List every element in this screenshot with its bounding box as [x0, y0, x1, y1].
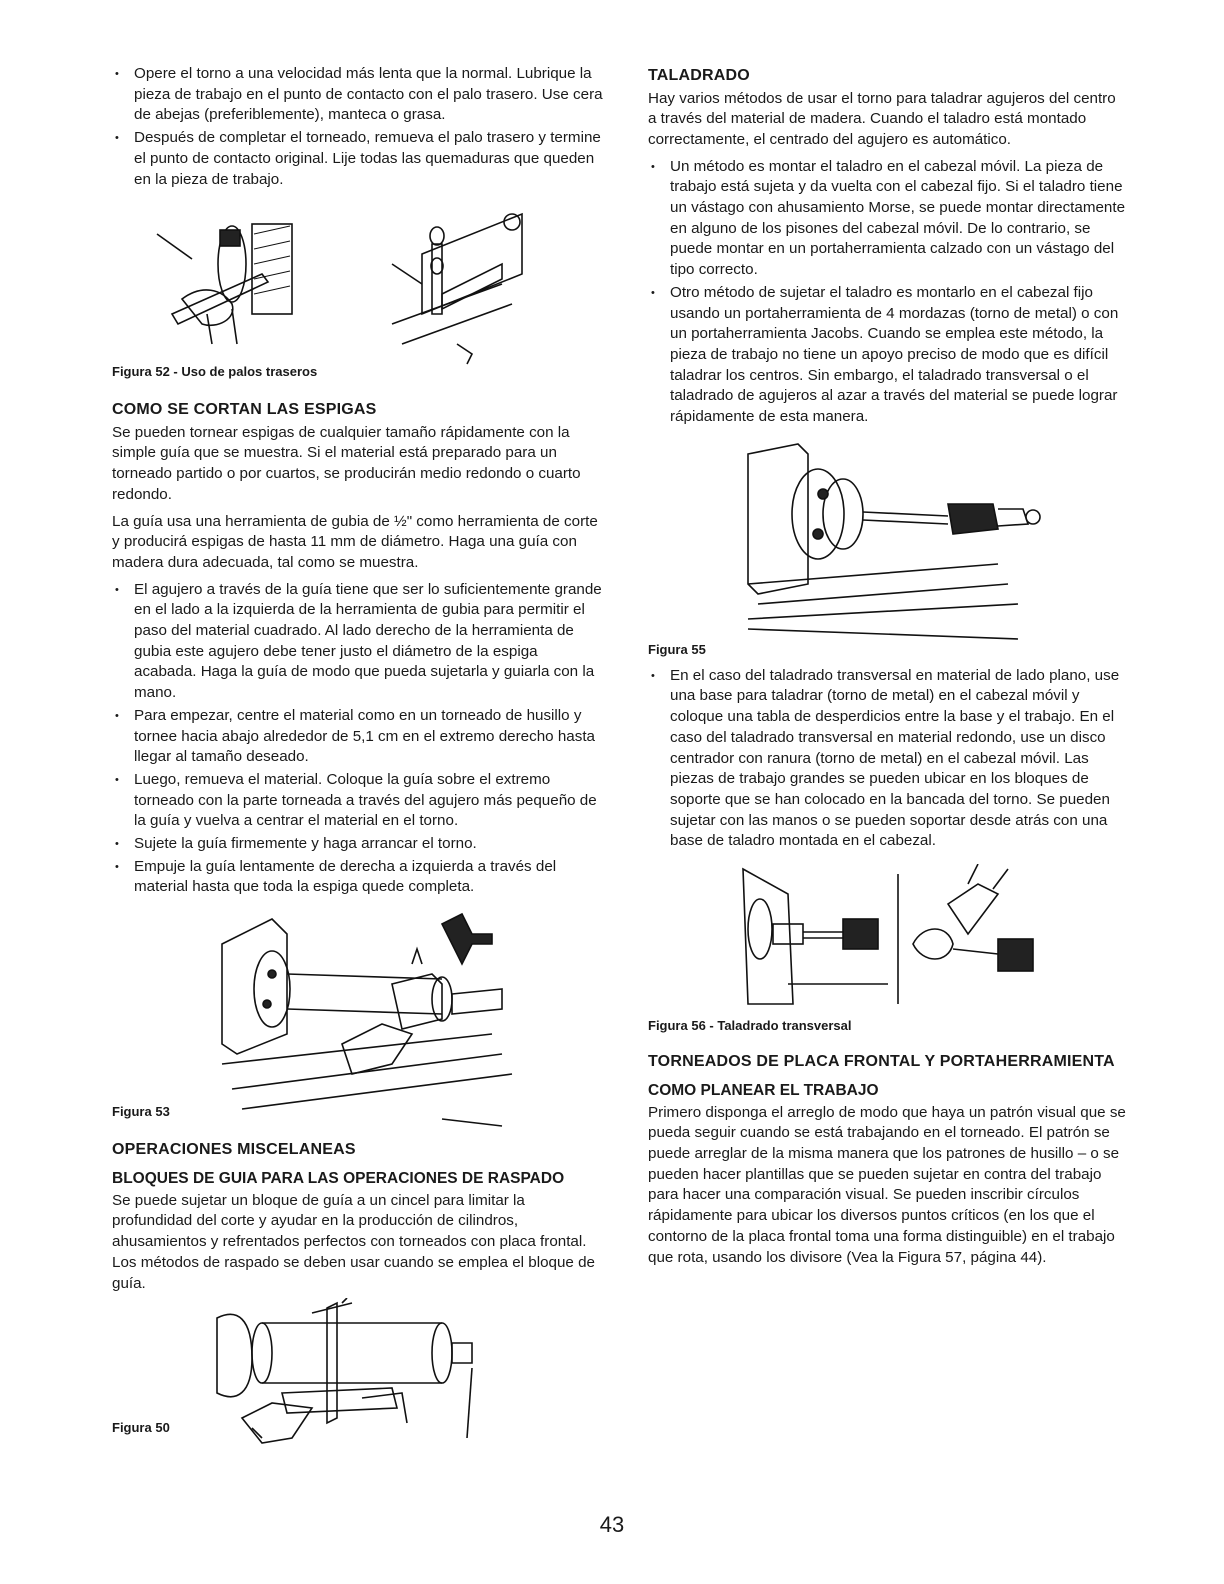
figure-52-illustration — [112, 204, 532, 374]
chuck-drill-drawing — [748, 444, 1040, 639]
drilling-paragraph: Hay varios métodos de usar el torno para taladrar agujeros del centro a través del material de madera. Cuando el taladro está montado correctamente, el centrado del agujero es automático. — [648, 89, 1116, 148]
list-item: • Para empezar, centre el material como en un torneado de husillo y tornee hacia abajo alrededor de 5,1 cm en el extremo derecho hasta llegar al tamaño deseado. — [112, 706, 604, 768]
drilling-heading: TALADRADO — [648, 67, 750, 84]
list-item: • Luego, remueva el material. Coloque la guía sobre el extremo torneado con la parte torneada a través del agujero más pequeño de la guía y vuelva a centrar el material en el torno. — [112, 770, 604, 832]
guide-block-drawing — [217, 1298, 472, 1443]
list-item: • Otro método de sujetar el taladro es montarlo en el cabezal fijo usando un portaherramienta de 4 mordazas (torno de metal) o con un portaherramienta Jacobs. Cuando se emplea este método, la pieza de trabajo no tiene un apoyo preciso de modo que es difícil taladrar los centros. Sin embargo, el taladrado transversal o el taladrado de agujeros al azar a través del material se puede lograr rápidamente de esta manera. — [648, 283, 1126, 428]
cross-drilling-drawing — [743, 864, 1033, 1004]
figure-50-caption: Figura 50 — [112, 1420, 170, 1436]
cross-drilling-bullet-list — [648, 666, 1126, 852]
figure-50-illustration — [112, 1298, 532, 1448]
dowel-jig-drawing — [222, 914, 512, 1126]
planning-paragraph: Primero disponga el arreglo de modo que haya un patrón visual que se pueda seguir cuando se está trabajando en el torneado. El patrón se puede arreglar de la misma manera que los patrones de husillo – o se pueden hacer plantillas que se pueden sujetar en contra del trabajo para hacer una comparación visual. Se pueden inscribir círculos rápidamente para ubicar los diversos puntos críticos (en los que el contorno de la placa frontal toma una forma distinguible) en el trabajo que rota, usando los divisore (Vea la Figura 57, página 44). — [648, 1103, 1126, 1266]
planning-heading: COMO PLANEAR EL TRABAJO — [648, 1081, 879, 1099]
list-item: • Opere el torno a una velocidad más lenta que la normal. Lubrique la pieza de trabajo en el punto de contacto con el palo trasero. Use cera de abejas (preferiblemente), manteca o grasa. — [112, 64, 604, 126]
figure-56-caption: Figura 56 - Taladrado transversal — [648, 1018, 852, 1034]
drilling-bullet-list — [648, 157, 1126, 428]
list-item: • Después de completar el torneado, remueva el palo trasero y termine el punto de contacto original. Lije todas las quemaduras que queden en la pieza de trabajo. — [112, 128, 604, 190]
left-column — [112, 64, 604, 1448]
figure-53-caption: Figura 53 — [112, 1104, 170, 1120]
guide-blocks-paragraph: Se puede sujetar un bloque de guía a un cincel para limitar la profundidad del corte y ayudar en la producción de cilindros, ahusamientos y refrentados perfectos con torneados con placa frontal. Los métodos de raspado se deben usar cuando se emplea el bloque de guía. — [112, 1191, 595, 1292]
faceplate-heading: TORNEADOS DE PLACA FRONTAL Y PORTAHERRAMIENTA — [648, 1053, 1115, 1071]
dowels-paragraph-2: La guía usa una herramienta de gubia de ½" como herramienta de corte y producirá espigas de hasta 11 mm de diámetro. Haga una guía con madera dura adecuada, tal como se muestra. — [112, 512, 598, 571]
back-stick-hand-drawing — [157, 224, 292, 344]
dowels-heading: COMO SE CORTAN LAS ESPIGAS — [112, 401, 377, 419]
list-item: • Empuje la guía lentamente de derecha a izquierda a través del material hasta que toda la espiga quede completa. — [112, 857, 604, 898]
figure-53-illustration — [112, 904, 532, 1132]
intro-bullet-list — [112, 64, 604, 190]
figure-56 — [648, 864, 1126, 1042]
figure-52-caption: Figura 52 - Uso de palos traseros — [112, 364, 318, 380]
figure-50 — [112, 1298, 604, 1448]
figure-55 — [648, 434, 1126, 666]
figure-52 — [112, 204, 604, 396]
list-item: • Sujete la guía firmemente y haga arrancar el torno. — [112, 834, 604, 855]
list-item: • El agujero a través de la guía tiene que ser lo suficientemente grande en el lado a la izquierda de la herramienta de gubia para permitir el paso del material cuadrado. Al lado derecho de la herramienta de gubia este agujero debe tener justo el diámetro de la espiga acabada. Haga la guía de modo que pueda sujetarla y guiarla con la mano. — [112, 580, 604, 704]
list-item: • En el caso del taladrado transversal en material de lado plano, use una base para taladrar (torno de metal) en el cabezal móvil y coloque una tabla de desperdicios entre la base y el trabajo. En el caso del taladrado transversal en material redondo, use un disco centrador con ranura (torno de metal) en el cabezal móvil. Las piezas de trabajo grandes se pueden ubicar en los bloques de soporte que se han colocado en la bancada del torno. Se pueden sujetar con las manos o se pueden soportar desde atrás con una base de taladro montada en el cabezal. — [648, 666, 1126, 852]
page-number: 43 — [599, 1512, 625, 1537]
dowels-bullet-list — [112, 580, 604, 899]
figure-56-illustration — [648, 864, 1118, 1014]
figure-55-illustration — [648, 434, 1118, 644]
lathe-bed-drawing — [392, 214, 522, 364]
dowels-paragraph-1: Se pueden tornear espigas de cualquier tamaño rápidamente con la simple guía que se muestra. Si el material está preparado para un torneado partido o por cuartos, se producirán medio redondo o cuarto redondo. — [112, 423, 581, 503]
right-column — [648, 64, 1126, 1268]
figure-55-caption: Figura 55 — [648, 641, 706, 657]
list-item: • Un método es montar el taladro en el cabezal móvil. La pieza de trabajo está sujeta y da vuelta con el cabezal fijo. Si el taladro tiene un vástago con ahusamiento Morse, se puede montar directamente en alguno de los pisones del cabezal móvil. De lo contrario, se puede montar en un portaherramienta calzado con un vástago del tipo correcto. — [648, 157, 1126, 281]
guide-blocks-heading: BLOQUES DE GUIA PARA LAS OPERACIONES DE RASPADO — [112, 1169, 565, 1187]
misc-operations-heading: OPERACIONES MISCELANEAS — [112, 1141, 356, 1159]
figure-53 — [112, 904, 604, 1132]
